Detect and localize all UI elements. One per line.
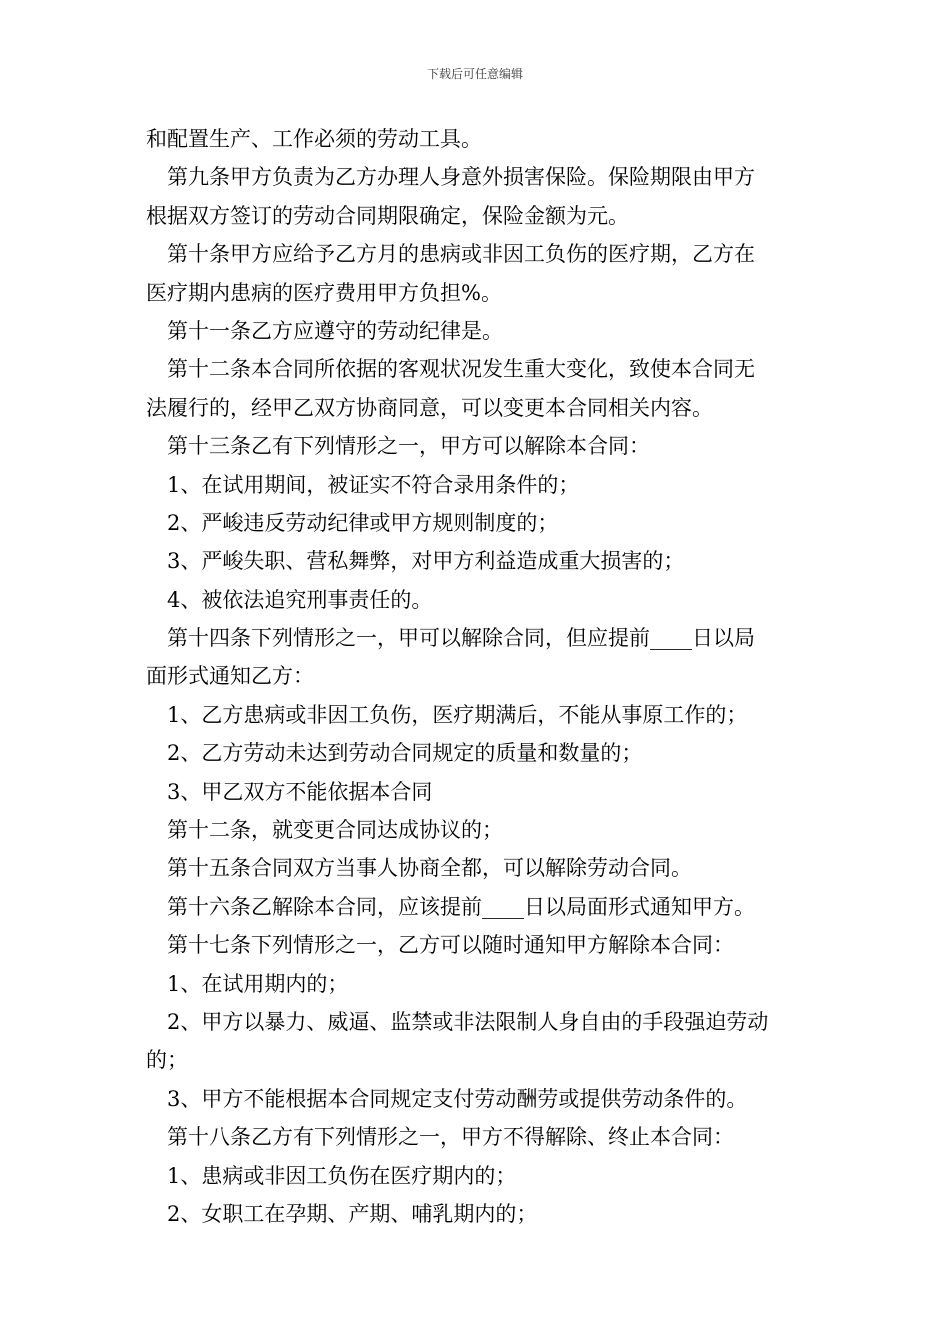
text-line: 2、乙方劳动未达到劳动合同规定的质量和数量的； <box>167 741 643 766</box>
text-line: 3、甲乙双方不能依据本合同 <box>167 779 433 804</box>
text-line: 第十四条下列情形之一，甲可以解除合同，但应提前____日以局 <box>167 626 755 651</box>
document-body <box>146 120 811 1233</box>
text-line: 和配置生产、工作必须的劳动工具。 <box>146 127 482 151</box>
text-line: 4、被依法追究刑事责任的。 <box>167 587 433 612</box>
text-line: 第十二条，就变更合同达成协议的； <box>167 818 503 843</box>
text-line: 第十六条乙解除本合同，应该提前____日以局面形式通知甲方。 <box>167 894 755 919</box>
text-line: 第十七条下列情形之一，乙方可以随时通知甲方解除本合同： <box>167 933 734 958</box>
text-line: 第十条甲方应给予乙方月的患病或非因工负伤的医疗期，乙方在 <box>167 242 755 267</box>
text-line: 3、严峻失职、营私舞弊，对甲方利益造成重大损害的； <box>167 549 685 574</box>
text-line: 的； <box>146 1048 188 1073</box>
text-line: 第十八条乙方有下列情形之一，甲方不得解除、终止本合同： <box>167 1125 734 1150</box>
text-line: 1、在试用期间，被证实不符合录用条件的； <box>167 472 580 497</box>
text-line: 第十一条乙方应遵守的劳动纪律是。 <box>167 318 503 343</box>
text-line: 医疗期内患病的医疗费用甲方负担%。 <box>146 280 502 305</box>
text-line: 1、乙方患病或非因工负伤，医疗期满后，不能从事原工作的； <box>167 702 748 727</box>
text-line: 1、在试用期内的； <box>167 971 349 996</box>
text-line: 2、严峻违反劳动纪律或甲方规则制度的； <box>167 510 559 535</box>
text-line: 根据双方签订的劳动合同期限确定，保险金额为元。 <box>146 203 629 228</box>
text-line: 1、患病或非因工负伤在医疗期内的； <box>167 1163 517 1188</box>
text-line: 第十三条乙有下列情形之一，甲方可以解除本合同： <box>167 434 650 459</box>
text-line: 2、甲方以暴力、威逼、监禁或非法限制人身自由的手段强迫劳动 <box>167 1009 769 1034</box>
page-header: 下载后可任意编辑 <box>426 67 523 81</box>
text-line: 面形式通知乙方： <box>146 664 314 689</box>
text-line: 3、甲方不能根据本合同规定支付劳动酬劳或提供劳动条件的。 <box>167 1086 748 1111</box>
text-line: 第十五条合同双方当事人协商全都，可以解除劳动合同。 <box>167 856 692 881</box>
text-line: 法履行的，经甲乙双方协商同意，可以变更本合同相关内容。 <box>146 395 713 420</box>
text-line: 第十二条本合同所依据的客观状况发生重大变化，致使本合同无 <box>167 357 755 382</box>
text-line: 2、女职工在孕期、产期、哺乳期内的； <box>167 1201 538 1226</box>
text-line: 第九条甲方负责为乙方办理人身意外损害保险。保险期限由甲方 <box>167 165 755 190</box>
